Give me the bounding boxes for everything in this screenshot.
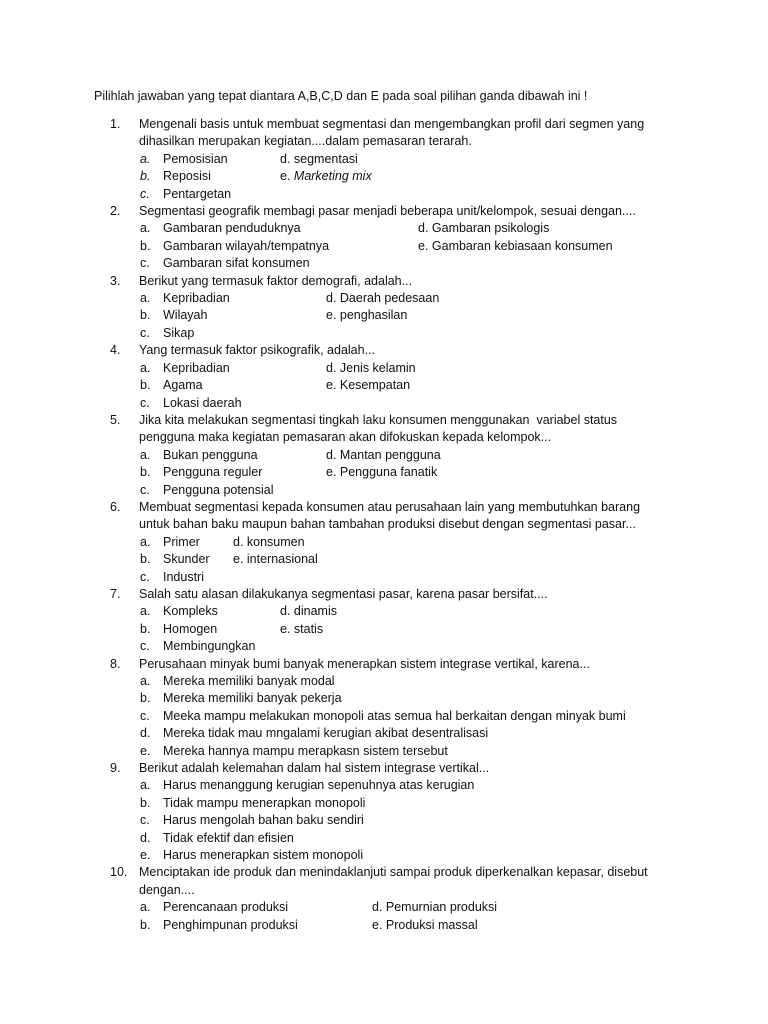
option-row: [110, 238, 710, 255]
option-text: Perencanaan produksi: [163, 900, 289, 915]
question-number: 3.: [110, 273, 121, 288]
option-label: b.: [140, 238, 151, 253]
option-label: b.: [140, 378, 151, 393]
option-label: a.: [140, 221, 151, 236]
question-6: [110, 499, 710, 586]
option-label: a.: [140, 291, 151, 306]
option-label: c.: [140, 813, 150, 828]
option-row: [110, 777, 710, 794]
option-text-right: e. Pengguna fanatik: [326, 465, 438, 480]
option-row: [110, 482, 710, 499]
question-text-line: pengguna maka kegiatan pemasaran akan difokuskan kepada kelompok...: [139, 430, 552, 445]
option-text: Industri: [163, 569, 204, 584]
option-row: [110, 830, 710, 847]
option-text: Mereka memiliki banyak pekerja: [163, 691, 342, 706]
question-number: 9.: [110, 761, 121, 776]
option-text-right: e. Produksi massal: [372, 917, 478, 932]
option-label: b.: [140, 169, 151, 184]
option-text: Tidak efektif dan efisien: [163, 830, 294, 845]
question-5: [110, 412, 710, 499]
option-text: Skunder: [163, 552, 210, 567]
option-text-right: e. statis: [280, 621, 324, 636]
question-text-line: dengan....: [139, 882, 195, 897]
option-row: [110, 151, 710, 168]
question-10: [110, 864, 710, 934]
question-text-line: 4. Yang termasuk faktor psikografik, adalah...: [110, 342, 710, 359]
option-label: a.: [140, 674, 151, 688]
option-row: [110, 186, 710, 203]
question-number: 7.: [110, 586, 121, 601]
option-label: c.: [140, 639, 150, 654]
option-text: Pengguna potensial: [163, 482, 274, 497]
option-row: [110, 377, 710, 394]
option-label: c.: [140, 708, 150, 723]
question-number: 4.: [110, 343, 121, 358]
option-row: [110, 447, 710, 464]
option-text: Mereka memiliki banyak modal: [163, 674, 335, 688]
option-text-right: d. Gambaran psikologis: [418, 221, 550, 236]
question-number: 2.: [110, 204, 121, 219]
question-2: [110, 203, 710, 273]
option-label: b.: [140, 552, 151, 567]
option-text: Pemosisian: [163, 151, 228, 166]
option-text: Kepribadian: [163, 360, 230, 375]
question-8: [110, 656, 710, 760]
option-text-right: d. dinamis: [280, 604, 337, 619]
option-row: [110, 290, 710, 307]
question-text-line: untuk bahan baku maupun bahan tambahan produksi disebut dengan segmentasi pasar...: [139, 517, 636, 532]
option-label: c.: [140, 569, 150, 584]
question-4: [110, 342, 710, 412]
option-row: [110, 725, 710, 742]
option-label: b.: [140, 308, 151, 323]
question-text-line: 1. Mengenali basis untuk membuat segmentasi dan mengembangkan profil dari segmen yang: [110, 116, 710, 133]
option-label: b.: [140, 621, 151, 636]
option-row: [110, 464, 710, 481]
option-row: [110, 325, 710, 342]
question-9: [110, 760, 710, 864]
option-text-right: e. Marketing mix: [280, 169, 372, 184]
option-row: [110, 847, 710, 864]
option-label: b.: [140, 465, 151, 480]
option-label: d.: [140, 726, 151, 741]
option-text: Harus menerapkan sistem monopoli: [163, 848, 364, 863]
question-text-line: 2. Segmentasi geografik membagi pasar menjadi beberapa unit/kelompok, sesuai dengan....: [110, 203, 710, 220]
question-text-line: 6. Membuat segmentasi kepada konsumen atau perusahaan lain yang membutuhkan barang: [110, 499, 710, 516]
option-row: [110, 603, 710, 620]
question-1: [110, 116, 710, 203]
option-row: [110, 395, 710, 412]
option-text: Harus mengolah bahan baku sendiri: [163, 813, 364, 828]
option-label: c.: [140, 256, 150, 271]
option-label: a.: [140, 151, 151, 166]
question-number: 5.: [110, 412, 121, 427]
option-text-right: d. Pemurnian produksi: [372, 900, 498, 915]
option-label: c.: [140, 186, 150, 201]
option-label: a.: [140, 778, 151, 793]
option-row: [110, 708, 710, 725]
option-row: [110, 621, 710, 638]
option-text: Membingungkan: [163, 639, 256, 654]
option-text: Bukan pengguna: [163, 447, 258, 462]
option-text: Pentargetan: [163, 186, 232, 201]
question-text-line: 8. Perusahaan minyak bumi banyak menerapkan sistem integrase vertikal, karena...: [110, 656, 710, 673]
option-label: a.: [140, 534, 151, 549]
option-row: [110, 534, 710, 551]
instruction-text: Pilihlah jawaban yang tepat diantara A,B,C,D dan E pada soal pilihan ganda dibawah ini !: [94, 89, 588, 103]
question-list: [110, 116, 710, 934]
option-text: Reposisi: [163, 169, 211, 184]
option-text: Wilayah: [163, 308, 208, 323]
option-row: [110, 795, 710, 812]
option-row: [110, 673, 710, 690]
option-label: e.: [140, 848, 151, 863]
option-row: [110, 812, 710, 829]
option-row: [110, 220, 710, 237]
option-row: [110, 917, 710, 934]
option-text: Penghimpunan produksi: [163, 917, 298, 932]
option-text: Gambaran penduduknya: [163, 221, 301, 236]
option-text-right: e. internasional: [233, 552, 318, 567]
option-text: Kompleks: [163, 604, 218, 619]
option-row: [110, 743, 710, 760]
option-text-right: d. Daerah pedesaan: [326, 291, 440, 306]
option-row: [110, 255, 710, 272]
option-label: c.: [140, 325, 150, 340]
option-text: Gambaran sifat konsumen: [163, 256, 310, 271]
option-text: Gambaran wilayah/tempatnya: [163, 238, 330, 253]
option-label: c.: [140, 395, 150, 410]
question-text-line: 5. Jika kita melakukan segmentasi tingkah laku konsumen menggunakan variabel status: [110, 412, 710, 429]
option-label: a.: [140, 447, 151, 462]
option-row: [110, 360, 710, 377]
option-text-right: d. segmentasi: [280, 151, 358, 166]
option-label: b.: [140, 917, 151, 932]
option-text: Tidak mampu menerapkan monopoli: [163, 795, 366, 810]
option-row: [110, 168, 710, 185]
option-label: e.: [140, 743, 151, 758]
option-row: [110, 638, 710, 655]
option-text: Primer: [163, 534, 200, 549]
option-text: Harus menanggung kerugian sepenuhnya atas kerugian: [163, 778, 475, 793]
option-text: Agama: [163, 378, 203, 393]
option-label: b.: [140, 795, 151, 810]
option-text: Mereka hannya mampu merapkasn sistem tersebut: [163, 743, 448, 758]
option-label: a.: [140, 604, 151, 619]
option-label: d.: [140, 830, 151, 845]
option-text-right: e. penghasilan: [326, 308, 408, 323]
option-label: a.: [140, 360, 151, 375]
question-number: 8.: [110, 656, 121, 671]
option-text-right: d. Jenis kelamin: [326, 360, 416, 375]
option-text: Kepribadian: [163, 291, 230, 306]
question-7: [110, 586, 710, 656]
question-number: 1.: [110, 117, 121, 131]
option-text: Homogen: [163, 621, 218, 636]
option-text: Mereka tidak mau mngalami kerugian akibat desentralisasi: [163, 726, 489, 741]
option-text-right: e. Gambaran kebiasaan konsumen: [418, 238, 613, 253]
question-text-line: dihasilkan merupakan kegiatan....dalam pemasaran terarah.: [139, 134, 472, 149]
question-text-line: 7. Salah satu alasan dilakukanya segmentasi pasar, karena pasar bersifat....: [110, 586, 710, 603]
question-3: [110, 273, 710, 343]
option-row: [110, 569, 710, 586]
option-text: Lokasi daerah: [163, 395, 242, 410]
option-text-right: d. Mantan pengguna: [326, 447, 441, 462]
option-text-right: d. konsumen: [233, 534, 305, 549]
option-label: c.: [140, 482, 150, 497]
option-label: a.: [140, 900, 151, 915]
question-number: 6.: [110, 499, 121, 514]
option-text-right: e. Kesempatan: [326, 378, 411, 393]
question-text-line: 3. Berikut yang termasuk faktor demografi, adalah...: [110, 273, 710, 290]
option-text: Pengguna reguler: [163, 465, 263, 480]
option-row: [110, 551, 710, 568]
option-row: [110, 307, 710, 324]
question-text-line: 10. Menciptakan ide produk dan menindaklanjuti sampai produk diperkenalkan kepasar, disebut: [110, 864, 710, 881]
option-row: [110, 899, 710, 916]
option-text: Meeka mampu melakukan monopoli atas semua hal berkaitan dengan minyak bumi: [163, 708, 626, 723]
option-row: [110, 690, 710, 707]
option-text: Sikap: [163, 325, 195, 340]
question-text-line: 9. Berikut adalah kelemahan dalam hal sistem integrase vertikal...: [110, 760, 710, 777]
question-number: 10.: [110, 865, 128, 880]
option-label: b.: [140, 691, 151, 706]
